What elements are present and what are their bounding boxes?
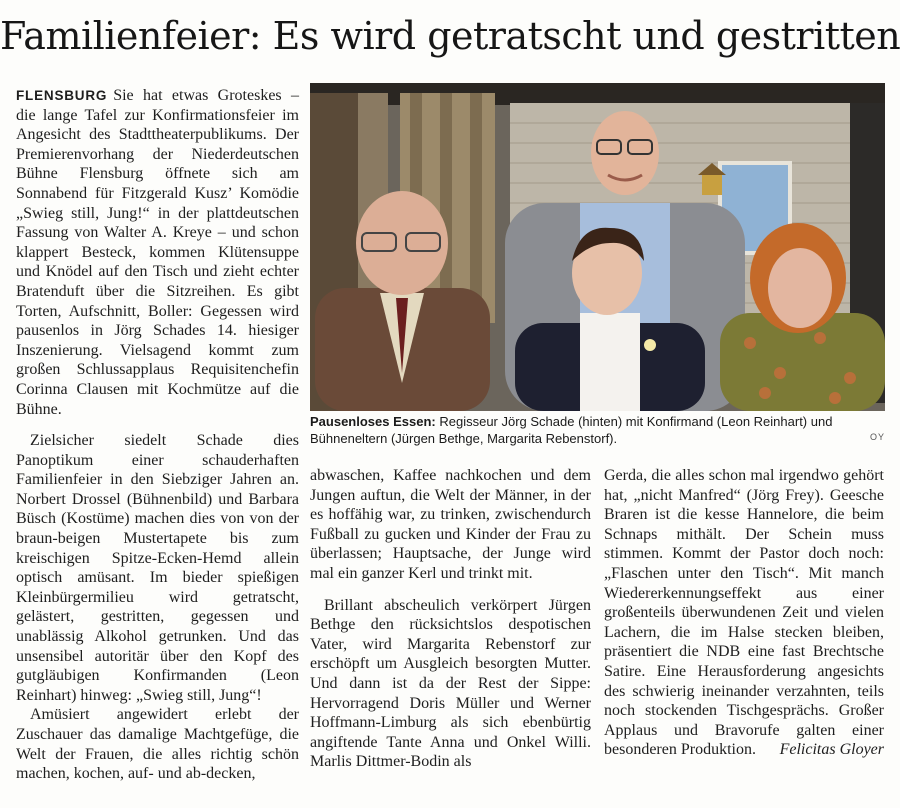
paragraph-text: Gerda, die alles schon mal irgendwo gehört hat, „nicht Manfred“ (Jörg Frey). Geesche Braren ist die kesse Hannelore, die beim Schnaps mithält. Der Schein muss stimmen. Kommt der Pastor doch noch: „Flaschen unter den Tisch“. Mit manch Wiedererkennungseffekt aus einer großenteils überwundenen Zeit und vielen Lachern, die im Halse stecken bleiben, präsentiert die NDB eine fast Brechtsche Satire. Eine Herausforderung angesichts des schwierig ineinander verzahnten, teils noch stockenden Tischgesprächs. Großer Applaus und Bravorufe galten einer besonderen Produktion. — [604, 467, 884, 759]
article-column-1 — [16, 86, 299, 784]
paragraph: Zielsicher siedelt Schade dies Panoptikum einer schauderhaften Familienfeier in den Siebziger Jahren an. Norbert Drossel (Bühnenbild) und Barbara Büsch (Kostüme) machen dies von von der braun-beigen Mustertapete bis zum kreischigen Spitze-Ecken-Hemd allein optisch amüsant. Im bieder spießigen Kleinbürgermilieu wird getratscht, gelästert, gestritten, gegessen und unablässig Alkohol getrunken. Und das unsensibel autoritär über den Kopf des gutgläubigen Konfirmanden (Leon Reinhart) hinweg: „Swieg still, Jung“! — [16, 432, 299, 704]
article-column-3 — [604, 466, 884, 760]
caption-text: Regisseur Jörg Schade (hinten) mit Konfirmand (Leon Reinhart) und Bühneneltern (Jürgen Bethge, Margarita Rebenstorf). — [310, 414, 833, 446]
article-headline: Familienfeier: Es wird getratscht und gestritten — [0, 14, 900, 58]
stage-photo-illustration — [310, 83, 885, 411]
article-column-2 — [310, 466, 591, 772]
paragraph-text: Sie hat etwas Groteskes – die lange Tafel zur Konfirmationsfeier im Angesicht des Stadttheaterpublikums. Der Premierenvorhang der Niederdeutschen Bühne Flensburg öffnete sich am Sonnabend für Fitzgerald Kusz’ Komödie „Swieg still, Jung!“ in der plattdeutschen Fassung von Walter A. Kreye – und schon klappert Besteck, kommen Klütensuppe und Knödel auf den Tisch und zieht echter Bratenduft über die Sitzreihen. Es gibt Torten, Aufschnitt, Boller: Gegessen wird pausenlos in Jörg Schades 14. hiesiger Inszenierung. Vielsagend kommt zum großen Schlussapplaus Requisitenchefin Corinna Clausen mit Kochmütze auf die Bühne. — [16, 87, 299, 418]
author-name: Felicitas Gloyer — [779, 741, 884, 759]
paragraph: Amüsiert angewidert erlebt der Zuschauer das damalige Machtgefüge, die Welt der Frauen, die alles richtig schön machen, kochen, auf- und ab-decken, — [16, 706, 299, 783]
dateline: FLENSBURG — [16, 88, 108, 103]
paragraph: Brillant abscheulich verkörpert Jürgen Bethge den rücksichtslos despotischen Vater, wird Margarita Rebenstorf zur erschöpft um Ausgleich besorgten Mutter. Und dann ist da der Rest der Sippe: Hervorragend Doris Müller und Werner Hoffmann-Limburg als sich ebenbürtig angiftende Tante Anna und Onkel Willi. Marlis Dittmer-Bodin als — [310, 596, 591, 771]
caption-lead: Pausenloses Essen: — [310, 414, 436, 429]
paragraph-lead — [16, 86, 299, 419]
photo-caption — [310, 414, 885, 447]
paragraph: abwaschen, Kaffee nachkochen und dem Jungen auftun, die Welt der Männer, in der es hoffähig war, zu trinken, zwischendurch Fußball zu gucken und Kinder der Frau zu überlassen; Hauptsache, der Junge wird mal ein ganzer Kerl und trinkt mit. — [310, 467, 591, 582]
stage-photo — [310, 83, 885, 411]
paragraph — [604, 466, 884, 760]
photo-credit: OY — [869, 432, 885, 442]
